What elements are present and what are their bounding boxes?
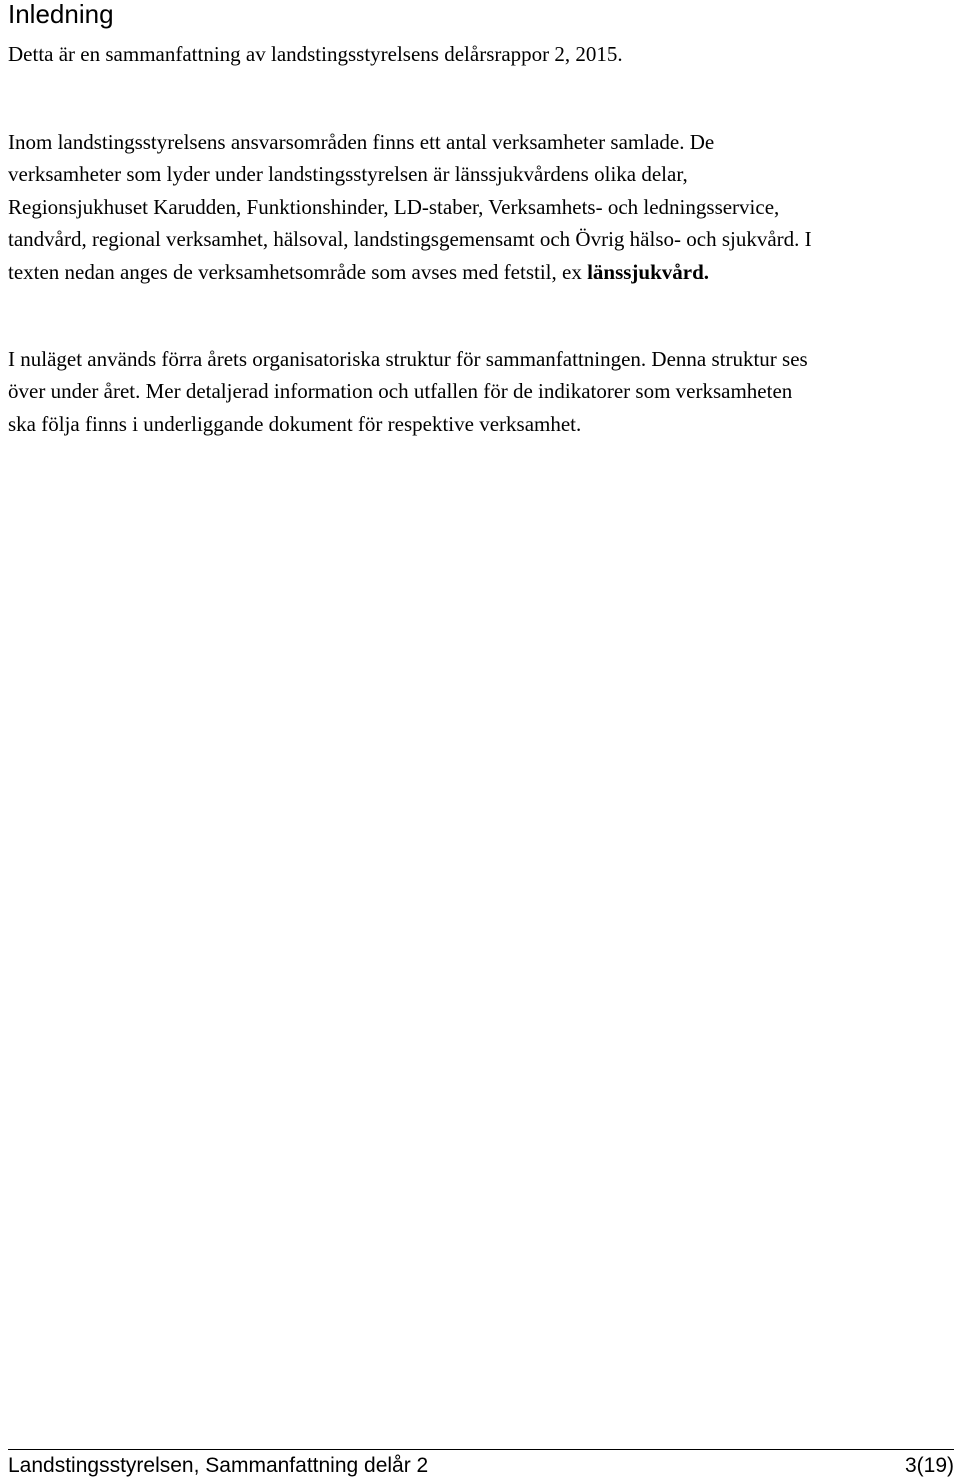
text-line: Detta är en sammanfattning av landstingsstyrelsens delårsrappor 2, 2015. — [8, 42, 623, 66]
intro-paragraph — [8, 38, 954, 70]
footer-divider — [8, 1449, 954, 1450]
page-heading: Inledning — [8, 0, 114, 29]
text-line — [8, 256, 954, 288]
footer-title: Landstingsstyrelsen, Sammanfattning delår 2 — [8, 1454, 429, 1477]
text-run: texten nedan anges de verksamhetsområde som avses med fetstil, ex — [8, 259, 588, 284]
text-line: verksamheter som lyder under landstingsstyrelsen är länssjukvårdens olika delar, — [8, 162, 688, 187]
text-line: tandvård, regional verksamhet, hälsoval, landstingsgemensamt och Övrig hälso- och sjukvård. I — [8, 227, 812, 252]
page-number: 3(19) — [904, 1454, 954, 1477]
bold-example-term: länssjukvård. — [587, 259, 710, 284]
text-line: Regionsjukhuset Karudden, Funktionshinder, LD-staber, Verksamhets- och ledningsservice, — [8, 194, 780, 219]
text-line: över under året. Mer detaljerad information och utfallen för de indikatorer som verksamheten — [8, 379, 793, 404]
structure-paragraph — [8, 343, 954, 440]
text-line: ska följa finns i underliggande dokument för respektive verksamhet. — [8, 411, 582, 436]
scope-paragraph — [8, 126, 954, 288]
text-line: I nuläget används förra årets organisatoriska struktur för sammanfattningen. Denna struktur ses — [8, 347, 808, 371]
text-line: Inom landstingsstyrelsens ansvarsområden finns ett antal verksamheter samlade. De — [8, 130, 715, 154]
